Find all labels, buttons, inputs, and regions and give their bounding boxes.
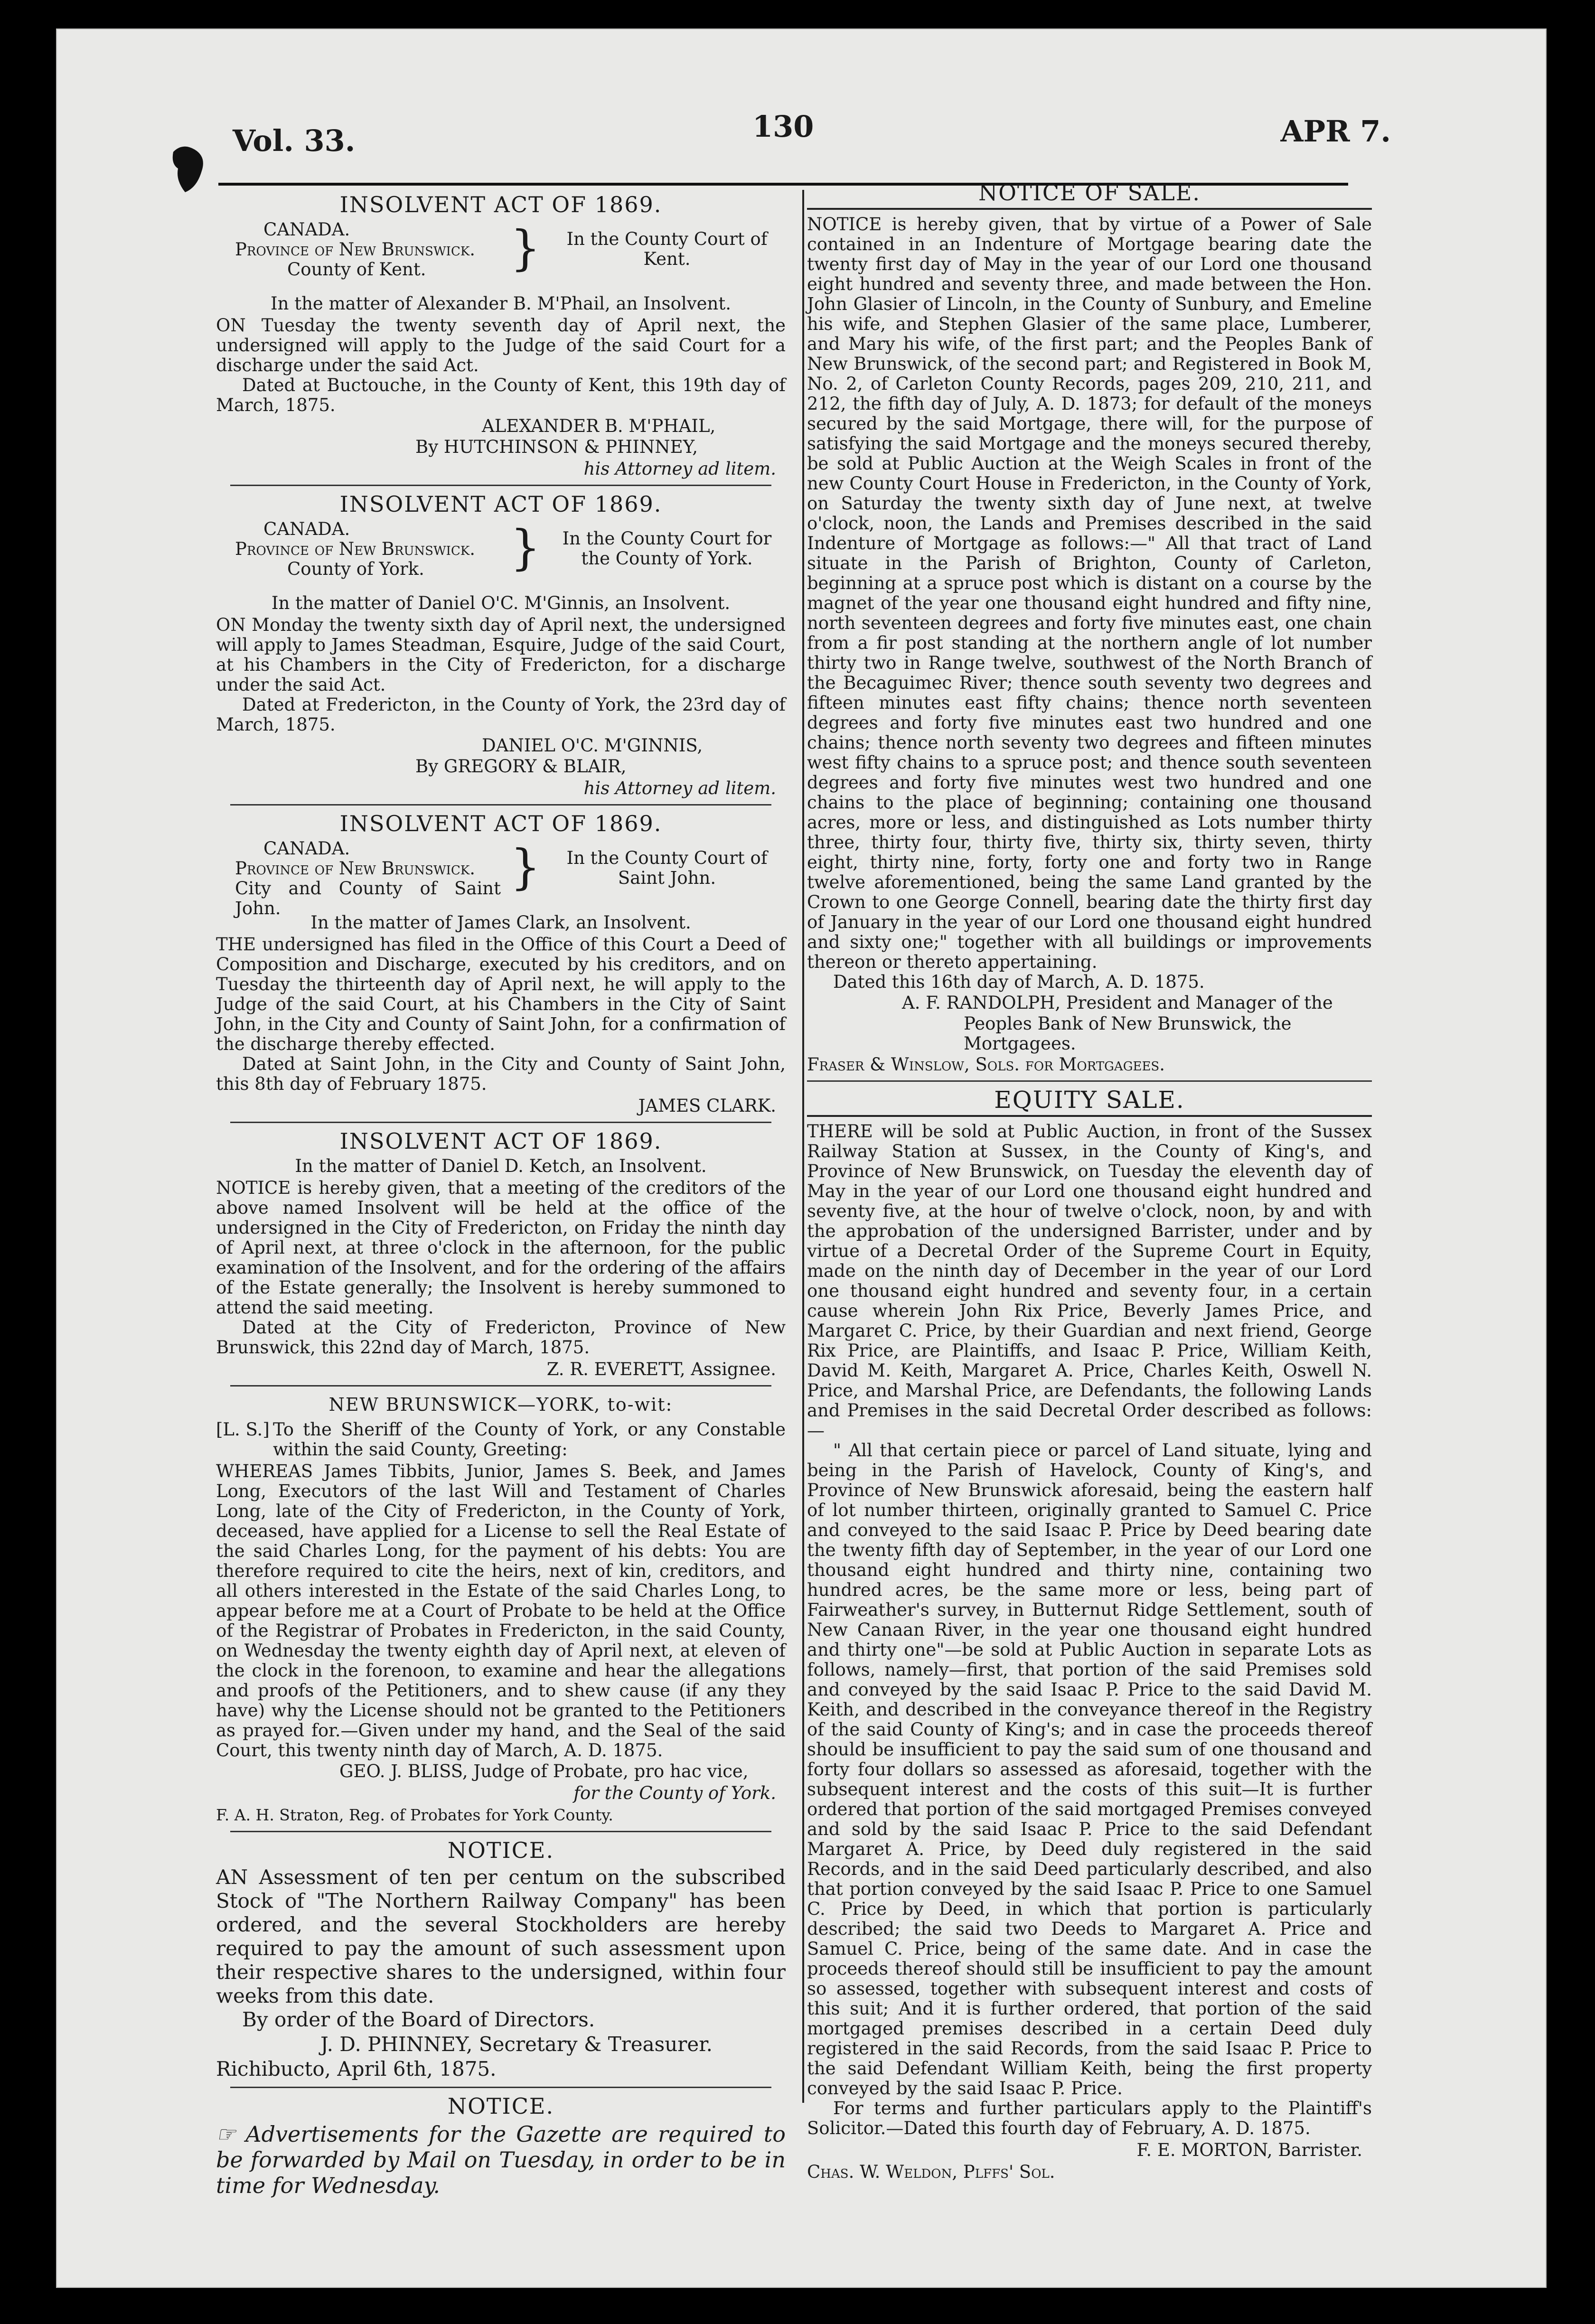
- terms-line: For terms and further particulars apply to the Plaintiff's Solicitor.—Dated this fourth day of February, A. D. 1875.: [807, 2098, 1372, 2138]
- divider-rule: [230, 2087, 771, 2088]
- dated-line: Dated at Buctouche, in the County of Kent, this 19th day of March, 1875.: [216, 375, 786, 415]
- signature-name: DANIEL O'C. M'GINNIS,: [482, 735, 703, 756]
- signature-name: ALEXANDER B. M'PHAIL,: [482, 416, 716, 436]
- province-label: Province of New Brunswick.: [235, 858, 476, 879]
- province-label: Province of New Brunswick.: [235, 239, 476, 260]
- matter-line: In the matter of Daniel D. Ketch, an Insolvent.: [295, 1156, 707, 1176]
- signature-role: his Attorney ad litem.: [583, 459, 776, 479]
- notice-title: NOTICE.: [447, 1837, 554, 1863]
- notice-title: INSOLVENT ACT OF 1869.: [339, 1128, 662, 1154]
- insolvent-notice-mphail: [216, 192, 786, 479]
- country-label: CANADA.: [263, 219, 350, 240]
- notice-body: NOTICE is hereby given, that by virtue of a Power of Sale contained in an Indenture of Mortgage bearing date the twenty first day of May in the year of our Lord one thousand eight hundred and seventy three, and made between the Hon. John Glasier of Lincoln, in the County of Sunbury, and Emeline his wife, and Stephen Glasier of the same place, Lumberer, and Mary his wife, of the first part; and the Peoples Bank of New Brunswick, of the second part; and Registered in Book M, No. 2, of Carleton County Records, pages 209, 210, 211, and 212, the fifth day of July, A. D. 1873; for default of the moneys secured by the said Mortgage, there will, for the purpose of satisfying the said Mortgage and the moneys secured thereby, be sold at Public Auction at the Weigh Scales in front of the new County Court House in Fredericton, in the County of York, on Saturday the twenty sixth day of June next, at twelve o'clock, noon, the Lands and Premises described in the said Indenture of Mortgage as follows:—" All that tract of Land situate in the Parish of Brighton, County of Carleton, beginning at a spruce post which is distant on a course by the magnet of the year one thousand eight hundred and fifty nine, north seventeen degrees and forty five minutes east, one chain from a fir post standing at the northern angle of lot number thirty two in Range twelve, southwest of the North Branch of the Becaguimec River; thence south seventy two degrees and fifteen minutes east fifty chains; thence north seventeen degrees and forty five minutes east two hundred and one chains; thence north seventy two degrees and fifteen minutes west fifty chains to a spruce post; and thence south seventeen degrees and forty five minutes west two hundred and one chains to the place of beginning; containing one thousand acres, more or less, and distinguished as Lots number thirty three, thirty four, thirty five, thirty six, thirty seven, thirty eight, thirty nine, forty, forty one and forty two in Range twelve aforementioned, being the same Land granted by the Crown to one George Connell, bearing date the thirty first day of January in the year of our Lord one thousand eight hundred and sixty one;" together with all buildings or improvements thereon or thereto appertaining.: [807, 214, 1372, 972]
- notice-title: NOTICE OF SALE.: [978, 180, 1201, 206]
- railway-assessment-notice: [216, 1838, 786, 2081]
- court-heading: [216, 838, 786, 918]
- divider-rule: [807, 1080, 1372, 1082]
- solicitors-line: Fraser & Winslow, Sols. for Mortgagees.: [807, 1054, 1165, 1075]
- court-heading: [216, 519, 786, 590]
- notice-title: INSOLVENT ACT OF 1869.: [339, 192, 662, 217]
- court-label: In the County Court of Kent.: [566, 229, 768, 269]
- issue-date: APR 7.: [1280, 114, 1391, 149]
- court-heading: [216, 220, 786, 291]
- column-divider: [802, 190, 804, 2103]
- signature-role: for the County of York.: [573, 1783, 776, 1803]
- property-description: " All that certain piece or parcel of Land situate, lying and being in the Parish of Havelock, County of King's, and Province of New Brunswick aforesaid, being the eastern half of lot number thirteen, originally granted to Samuel C. Price and conveyed to the said Isaac P. Price by Deed bearing date the twenty fifth day of September, in the year of our Lord one thousand eight hundred and thirty nine, containing two hundred acres, be the same more or less, being part of Fairweather's survey, in Butternut Ridge Settlement, south of New Canaan River, in the year one thousand eight hundred and thirty one"—be sold at Public Auction in separate Lots as follows, namely—first, that portion of the said Premises sold and conveyed by the said Isaac P. Price to the said David M. Keith, and described in the conveyance thereof in the Registry of the said County of King's; and in case the proceeds thereof should be insufficient to pay the said sum of one thousand and forty four dollars so assessed as aforesaid, together with the subsequent interest and the costs of this suit—It is further ordered that portion of the said mortgaged Premises conveyed and sold by the said Isaac P. Price to the said Defendant Margaret A. Price, by Deed duly registered in the said Records, and in the said Deed particularly described, and also that portion conveyed by the said Isaac P. Price to one Samuel C. Price by Deed, in which that portion is particularly described; the said two Deeds to Margaret A. Price and Samuel C. Price, being of the same date. And in case the proceeds thereof should still be insufficient to pay the amount so assessed, together with subsequent interest and costs of this suit; And it is further ordered, that portion of the said mortgaged premises described in a certain Deed duly registered in the said Records, from the said Isaac P. Price to the said Defendant William Keith, being the first property conveyed by the said Isaac P. Price.: [807, 1440, 1372, 2099]
- county-label: County of York.: [287, 559, 424, 579]
- signature-name: A. F. RANDOLPH, President and Manager of the: [902, 993, 1333, 1013]
- matter-line: In the matter of James Clark, an Insolvent.: [310, 912, 691, 933]
- divider-rule: [230, 1831, 771, 1832]
- dated-line: Dated at Saint John, in the City and County of Saint John, this 8th day of February 1875.: [216, 1054, 786, 1094]
- signature-name: JAMES CLARK.: [638, 1096, 776, 1116]
- dated-line: Dated at the City of Fredericton, Province of New Brunswick, this 22nd day of March, 1875.: [216, 1317, 786, 1358]
- notice-title: NEW BRUNSWICK—YORK, to-wit:: [328, 1394, 673, 1415]
- notice-title: INSOLVENT ACT OF 1869.: [339, 491, 662, 517]
- masthead: [223, 109, 1391, 166]
- brace-icon: }: [510, 839, 541, 895]
- signature-name: F. E. MORTON, Barrister.: [1136, 2140, 1362, 2160]
- country-label: CANADA.: [263, 838, 350, 859]
- dated-line: Dated this 16th day of March, A. D. 1875.: [833, 972, 1205, 992]
- divider-rule: [230, 804, 771, 806]
- volume-label: Vol. 33.: [233, 123, 356, 158]
- crest-icon: [169, 142, 211, 195]
- divider-rule: [230, 1122, 771, 1123]
- signature-name: GEO. J. BLISS, Judge of Probate, pro hac vice,: [339, 1761, 749, 1781]
- notice-body: ON Tuesday the twenty seventh day of April next, the undersigned will apply to the Judge of the said Court for a discharge under the said Act.: [216, 315, 786, 375]
- order-line: By order of the Board of Directors.: [242, 2008, 595, 2031]
- notice-title: EQUITY SALE.: [994, 1086, 1185, 1114]
- gazette-notice: [216, 2094, 786, 2198]
- notice-body: Advertisements for the Gazette are required to be forwarded by Mail on Tuesday, in order to be in time for Wednesday.: [216, 2121, 786, 2198]
- notice-title: INSOLVENT ACT OF 1869.: [339, 811, 662, 836]
- brace-icon: }: [510, 520, 541, 575]
- registrar-line: F. A. H. Straton, Reg. of Probates for York County.: [216, 1806, 613, 1824]
- notice-body: WHEREAS James Tibbits, Junior, James S. Beek, and James Long, Executors of the last Will and Testament of Charles Long, late of the City of Fredericton, in the County of York, deceased, have applied for a License to sell the Real Estate of the said Charles Long, for the payment of his debts: You are therefore required to cite the heirs, next of kin, creditors, and all others interested in the Estate of the said Charles Long, to appear before me at a Court of Probate to be held at the Office of the Registrar of Probates in Fredericton, in the said County, on Wednesday the twenty eighth day of April next, at eleven of the clock in the forenoon, to examine and hear the allegations and proofs of the Petitioners, and to shew cause (if any they have) why the License should not be granted to the Petitioners as prayed for.—Given under my hand, and the Seal of the said Court, this twenty ninth day of March, A. D. 1875.: [216, 1461, 786, 1761]
- divider-rule: [807, 1115, 1372, 1117]
- dated-line: Dated at Fredericton, in the County of York, the 23rd day of March, 1875.: [216, 694, 786, 735]
- salutation: To the Sheriff of the County of York, or any Constable within the said County, Greeting:: [273, 1419, 786, 1460]
- notice-body: NOTICE is hereby given, that a meeting of the creditors of the above named Insolvent will be held at the office of the undersigned in the City of Fredericton, on Friday the ninth day of April next, at three o'clock in the afternoon, for the public examination of the Insolvent, and for the ordering of the affairs of the Estate generally; the Insolvent is hereby summoned to attend the said meeting.: [216, 1178, 786, 1318]
- signature-role: his Attorney ad litem.: [583, 778, 776, 798]
- notice-of-sale: [807, 180, 1372, 1075]
- signature-name: Z. R. EVERETT, Assignee.: [546, 1359, 776, 1379]
- pointing-hand-icon: ☞: [216, 2121, 246, 2147]
- signature-role: Peoples Bank of New Brunswick, the Mortgagees.: [964, 1013, 1292, 1054]
- notice-body: AN Assessment of ten per centum on the subscribed Stock of "The Northern Railway Company" has been ordered, and the several Stockholders are hereby required to pay the amount of such assessment upon their respective shares to the undersigned, within four weeks from this date.: [216, 1865, 786, 2007]
- notice-body: THERE will be sold at Public Auction, in front of the Sussex Railway Station at Sussex, in the County of King's, and Province of New Brunswick, on Tuesday the eleventh day of May in the year of our Lord one thousand eight hundred and seventy five, at the hour of twelve o'clock, noon, by and with the approbation of the undersigned Barrister, under and by virtue of a Decretal Order of the Supreme Court in Equity, made on the ninth day of December in the year of our Lord one thousand eight hundred and seventy four, in a certain cause wherein John Rix Price, Beverly James Price, and Margaret C. Price, by their Guardian and next friend, George Rix Price, are Plaintiffs, and Isaac P. Price, William Keith, David M. Keith, Margaret A. Price, Charles Keith, Oswell N. Price, and Marshal Price, are Defendants, the following Lands and Premises in the said Decretal Order described as follows:—: [807, 1121, 1372, 1441]
- right-column: [807, 176, 1372, 2182]
- insolvent-notice-clark: [216, 811, 786, 1116]
- notice-body: ON Monday the twenty sixth day of April next, the undersigned will apply to James Steadman, Esquire, Judge of the said Court, at his Chambers in the City of Fredericton, for a discharge under the said Act.: [216, 615, 786, 695]
- divider-rule: [230, 1385, 771, 1387]
- country-label: CANADA.: [263, 519, 350, 539]
- place-date-line: Richibucto, April 6th, 1875.: [216, 2057, 497, 2080]
- county-label: City and County of Saint John.: [235, 878, 501, 918]
- signature-attorney: By GREGORY & BLAIR,: [415, 756, 627, 777]
- divider-rule: [230, 485, 771, 486]
- court-label: In the County Court of Saint John.: [566, 848, 768, 888]
- divider-rule: [807, 208, 1372, 210]
- seal-label: [L. S.]: [216, 1419, 270, 1440]
- notice-title: NOTICE.: [447, 2093, 554, 2119]
- equity-sale: [807, 1087, 1372, 2182]
- province-label: Province of New Brunswick.: [235, 539, 476, 559]
- solicitor-line: Chas. W. Weldon, Plffs' Sol.: [807, 2162, 1055, 2182]
- signature-attorney: By HUTCHINSON & PHINNEY,: [415, 437, 698, 457]
- brace-icon: }: [510, 220, 541, 276]
- county-label: County of Kent.: [287, 259, 426, 280]
- insolvent-notice-mginnis: [216, 492, 786, 798]
- insolvent-notice-ketch: [216, 1129, 786, 1379]
- left-column: [216, 187, 786, 2198]
- probate-citation: [216, 1392, 786, 1825]
- signature-name: J. D. PHINNEY, Secretary & Treasurer.: [320, 2033, 713, 2056]
- court-label: In the County Court for the County of York.: [562, 528, 772, 569]
- page-number: 130: [752, 109, 814, 144]
- notice-body: THE undersigned has filed in the Office of this Court a Deed of Composition and Discharge, executed by his creditors, and on Tuesday the thirteenth day of April next, he will apply to the Judge of the said Court, at his Chambers in the City of Saint John, in the City and County of Saint John, for a confirmation of the discharge thereby effected.: [216, 934, 786, 1054]
- matter-line: In the matter of Alexander B. M'Phail, an Insolvent.: [271, 293, 731, 314]
- matter-line: In the matter of Daniel O'C. M'Ginnis, an Insolvent.: [271, 593, 731, 613]
